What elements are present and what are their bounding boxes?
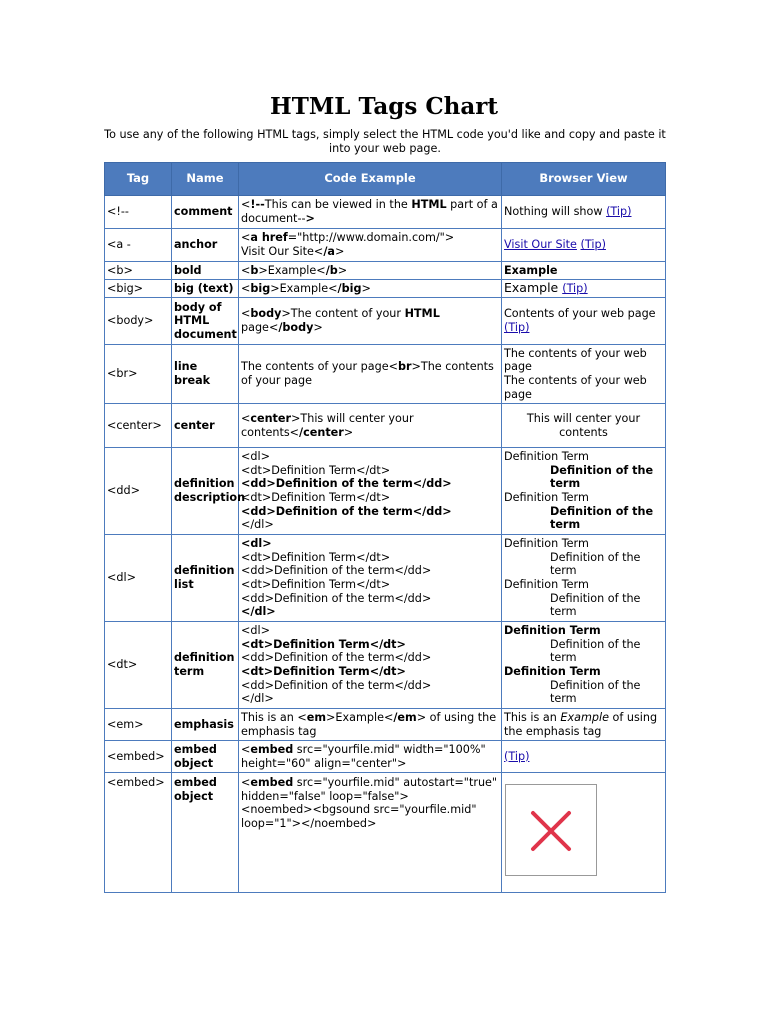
name-cell: definition term	[172, 622, 239, 709]
tag-cell: <br>	[105, 345, 172, 404]
name-cell: embed object	[172, 741, 239, 773]
tag-cell: <em>	[105, 709, 172, 741]
table-row	[105, 345, 666, 404]
name-cell: comment	[172, 196, 239, 229]
code-cell: <center>This will center your contents</center>	[239, 404, 502, 448]
table-row	[105, 773, 666, 893]
tag-cell: <big>	[105, 280, 172, 298]
table-row	[105, 622, 666, 709]
tag-cell: <b>	[105, 262, 172, 280]
code-cell: <body>The content of your HTML page</body>	[239, 298, 502, 345]
code-cell: <dl> <dt>Definition Term</dt> <dd>Definition of the term</dd> <dt>Definition Term</dt> <dd>Definition of the term</dd> </dl>	[239, 622, 502, 709]
tag-cell: <a -	[105, 229, 172, 262]
table-header-row	[105, 163, 666, 196]
view-cell	[502, 773, 666, 893]
table-row	[105, 298, 666, 345]
view-cell: Definition Term Definition of the term Definition Term Definition of the term	[502, 535, 666, 622]
view-cell: This is an Example of using the emphasis tag	[502, 709, 666, 741]
tag-cell: <!--	[105, 196, 172, 229]
tip-link[interactable]: (Tip)	[562, 282, 588, 296]
table-row	[105, 196, 666, 229]
name-cell: big (text)	[172, 280, 239, 298]
tag-cell: <center>	[105, 404, 172, 448]
visit-site-link[interactable]: Visit Our Site	[504, 238, 577, 252]
header-browser-view: Browser View	[502, 163, 666, 196]
table-row	[105, 280, 666, 298]
view-cell: Example	[502, 262, 666, 280]
tag-cell: <embed>	[105, 741, 172, 773]
header-code-example: Code Example	[239, 163, 502, 196]
tip-link[interactable]: (Tip)	[606, 205, 632, 219]
tag-cell: <dd>	[105, 448, 172, 535]
table-row	[105, 229, 666, 262]
tag-cell: <dt>	[105, 622, 172, 709]
table-row	[105, 535, 666, 622]
code-cell: <a href="http://www.domain.com/"> Visit Our Site</a>	[239, 229, 502, 262]
view-cell	[502, 229, 666, 262]
intro-text: To use any of the following HTML tags, simply select the HTML code you'd like and copy and paste it into your web page.	[104, 128, 666, 155]
header-name: Name	[172, 163, 239, 196]
view-cell: This will center your contents	[502, 404, 666, 448]
table-row	[105, 262, 666, 280]
broken-plugin-icon	[529, 809, 573, 853]
name-cell: definition list	[172, 535, 239, 622]
view-cell: Contents of your web page (Tip)	[502, 298, 666, 345]
page-title: HTML Tags Chart	[269, 93, 498, 120]
name-cell: embed object	[172, 773, 239, 893]
name-cell: emphasis	[172, 709, 239, 741]
table-row	[105, 448, 666, 535]
view-cell: Example (Tip)	[502, 280, 666, 298]
tags-table	[104, 162, 666, 893]
code-cell: <embed src="yourfile.mid" width="100%" height="60" align="center">	[239, 741, 502, 773]
view-cell	[502, 741, 666, 773]
view-cell: The contents of your web page The contents of your web page	[502, 345, 666, 404]
tip-link[interactable]: (Tip)	[504, 749, 530, 763]
view-cell: Nothing will show (Tip)	[502, 196, 666, 229]
tag-cell: <dl>	[105, 535, 172, 622]
header-tag: Tag	[105, 163, 172, 196]
code-cell: The contents of your page<br>The contents of your page	[239, 345, 502, 404]
code-cell: <b>Example</b>	[239, 262, 502, 280]
table-row	[105, 741, 666, 773]
tag-cell: <embed>	[105, 773, 172, 893]
view-cell: Definition Term Definition of the term Definition Term Definition of the term	[502, 622, 666, 709]
code-cell: <dl> <dt>Definition Term</dt> <dd>Definition of the term</dd> <dt>Definition Term</dt> <dd>Definition of the term</dd> </dl>	[239, 448, 502, 535]
name-cell: center	[172, 404, 239, 448]
tip-link[interactable]: (Tip)	[580, 238, 606, 252]
code-cell: <big>Example</big>	[239, 280, 502, 298]
name-cell: definition description	[172, 448, 239, 535]
name-cell: anchor	[172, 229, 239, 262]
tag-cell: <body>	[105, 298, 172, 345]
code-cell: This is an <em>Example</em> of using the emphasis tag	[239, 709, 502, 741]
table-row	[105, 404, 666, 448]
code-cell: <!--This can be viewed in the HTML part of a document-->	[239, 196, 502, 229]
name-cell: line break	[172, 345, 239, 404]
tip-link[interactable]: (Tip)	[504, 321, 530, 334]
name-cell: bold	[172, 262, 239, 280]
code-cell: <dl> <dt>Definition Term</dt> <dd>Definition of the term</dd> <dt>Definition Term</dt> <dd>Definition of the term</dd> </dl>	[239, 535, 502, 622]
table-row	[105, 709, 666, 741]
view-cell: Definition Term Definition of the term Definition Term Definition of the term	[502, 448, 666, 535]
code-cell: <embed src="yourfile.mid" autostart="true" hidden="false" loop="false"> <noembed><bgsound src="yourfile.mid" loop="1"></noembed>	[239, 773, 502, 893]
broken-plugin-placeholder[interactable]	[505, 784, 597, 876]
name-cell: body of HTML document	[172, 298, 239, 345]
